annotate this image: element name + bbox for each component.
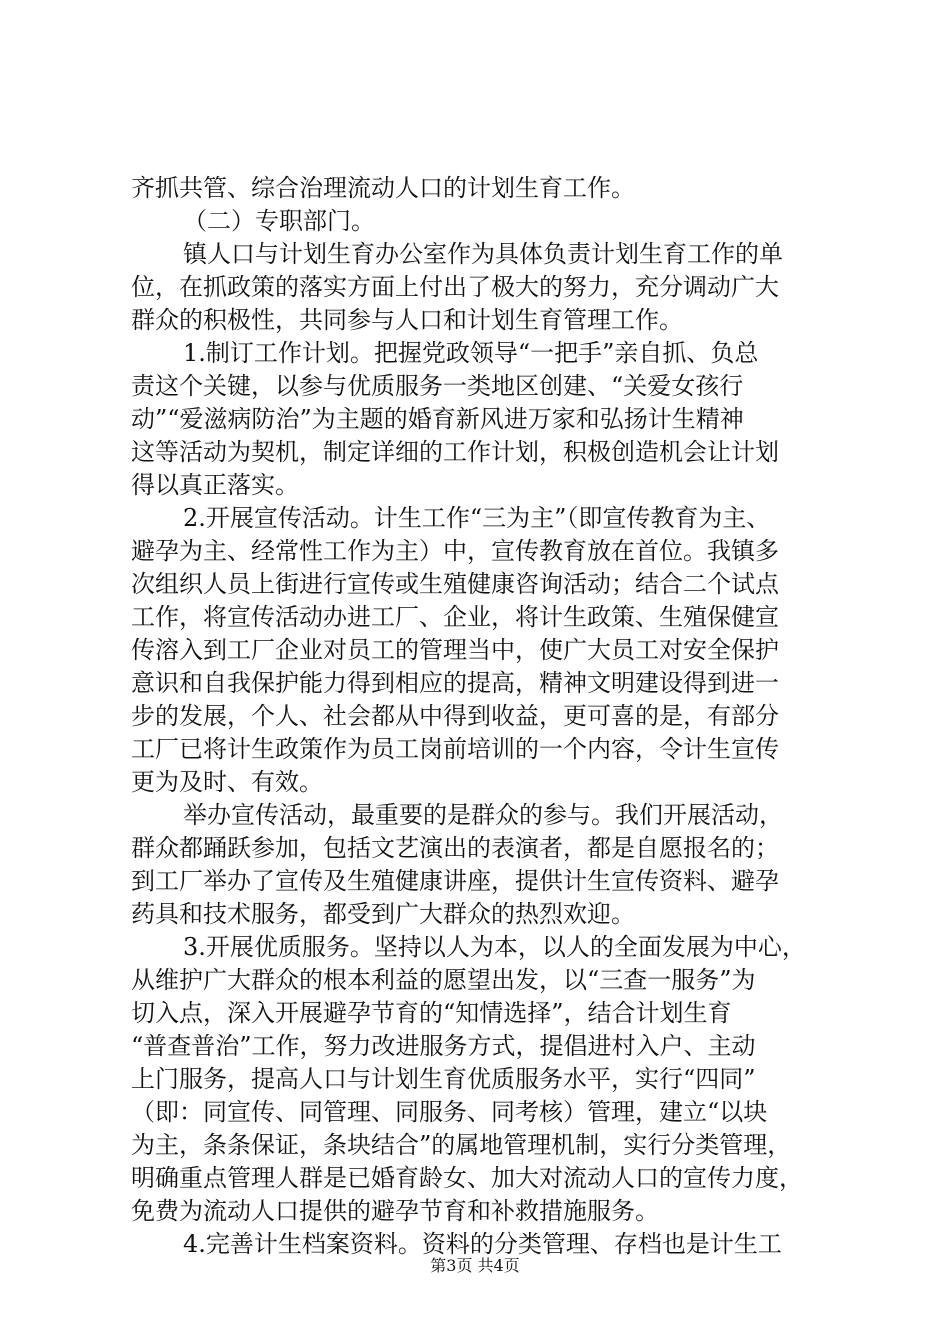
text-line: 意识和自我保护能力得到相应的提高，精神文明建设得到进一 [131, 669, 779, 697]
text-line: 工厂已将计生政策作为员工岗前培训的一个内容，令计生宣传 [131, 735, 779, 763]
text-line: 群众的积极性，共同参与人口和计划生育管理工作。 [131, 306, 683, 334]
text-line: （二）专职部门。 [183, 207, 375, 235]
text-line: 工作，将宣传活动办进工厂、企业，将计生政策、生殖保健宣 [131, 603, 779, 631]
text-line: 4.完善计生档案资料。资料的分类管理、存档也是计生工 [183, 1230, 782, 1258]
text-line: 1.制订工作计划。把握党政领导“一把手”亲自抓、负总 [183, 339, 759, 367]
text-line: “普查普治”工作，努力改进服务方式，提倡进村入户、主动 [131, 1032, 756, 1060]
text-line: 为主，条条保证，条块结合”的属地管理机制，实行分类管理， [131, 1131, 792, 1159]
text-line: 2.开展宣传活动。计生工作“三为主”（即宣传教育为主、 [183, 504, 771, 532]
page-footer: 第3页 共4页 [430, 1256, 520, 1275]
text-line: 动”“爱滋病防治”为主题的婚育新风进万家和弘扬计生精神 [131, 405, 744, 433]
text-line: 传溶入到工厂企业对员工的管理当中，使广大员工对安全保护 [131, 636, 779, 664]
text-line: 更为及时、有效。 [131, 768, 323, 796]
text-line: 切入点，深入开展避孕节育的“知情选择”，结合计划生育 [131, 999, 732, 1027]
text-line: 得以真正落实。 [131, 471, 299, 499]
text-line: 齐抓共管、综合治理流动人口的计划生育工作。 [131, 174, 635, 202]
text-line: 明确重点管理人群是已婚育龄女、加大对流动人口的宣传力度， [131, 1164, 803, 1192]
text-line: 这等活动为契机，制定详细的工作计划，积极创造机会让计划 [131, 438, 779, 466]
text-line: 避孕为主、经常性工作为主）中，宣传教育放在首位。我镇多 [131, 537, 779, 565]
text-line: 次组织人员上街进行宣传或生殖健康咨询活动；结合二个试点 [131, 570, 779, 598]
text-line: 3.开展优质服务。坚持以人为本，以人的全面发展为中心， [183, 933, 806, 961]
text-line: 药具和技术服务，都受到广大群众的热烈欢迎。 [131, 900, 635, 928]
text-line: 镇人口与计划生育办公室作为具体负责计划生育工作的单 [183, 240, 783, 268]
text-line: 到工厂举办了宣传及生殖健康讲座，提供计生宣传资料、避孕 [131, 867, 779, 895]
text-line: 步的发展，个人、社会都从中得到收益，更可喜的是，有部分 [131, 702, 779, 730]
text-line: 群众都踊跃参加，包括文艺演出的表演者，都是自愿报名的； [131, 834, 779, 862]
document-body [131, 172, 831, 1261]
text-line: 上门服务，提高人口与计划生育优质服务水平，实行“四同” [131, 1065, 756, 1093]
text-line: 位，在抓政策的落实方面上付出了极大的努力，充分调动广大 [131, 273, 779, 301]
text-line: 责这个关键，以参与优质服务一类地区创建、“关爱女孩行 [131, 372, 744, 400]
text-line: 免费为流动人口提供的避孕节育和补救措施服务。 [131, 1197, 659, 1225]
text-line: （即：同宣传、同管理、同服务、同考核）管理，建立“以块 [131, 1098, 768, 1126]
text-line: 从维护广大群众的根本利益的愿望出发，以“三查一服务”为 [131, 966, 756, 994]
text-line: 举办宣传活动，最重要的是群众的参与。我们开展活动， [183, 801, 783, 829]
